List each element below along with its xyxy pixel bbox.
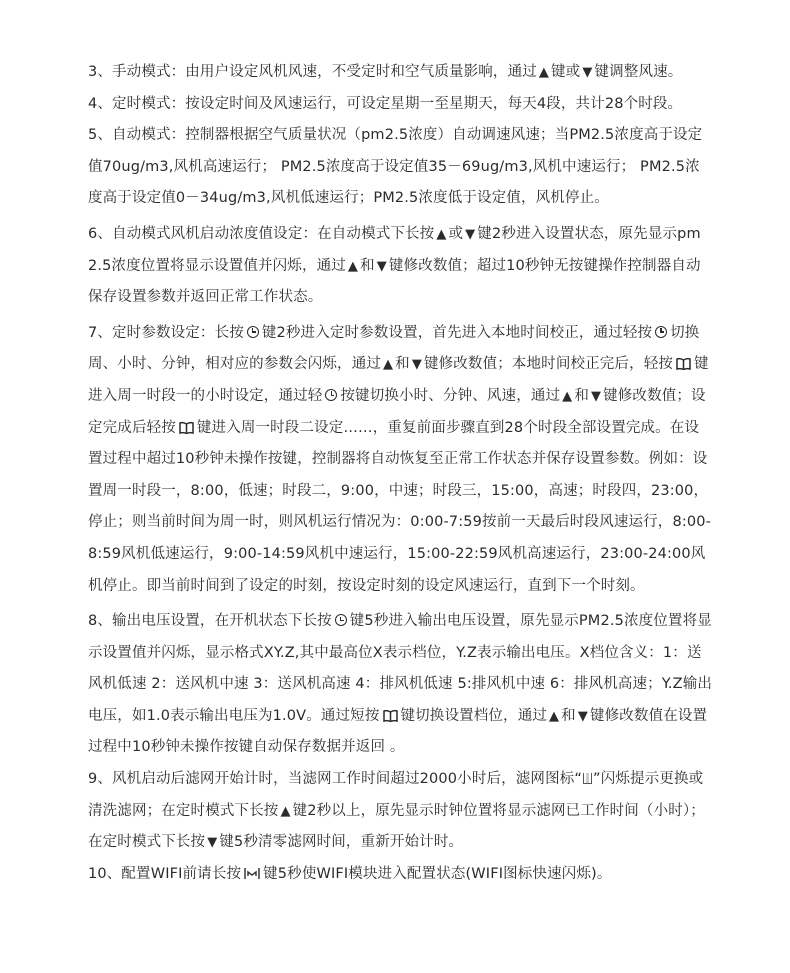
section-10-text-b: 键5秒使WIFI模块进入配置状态(WIFI图标快速闪烁)。 [263, 865, 612, 882]
section-8-text-a: 8、输出电压设置，在开机状态下长按 [88, 613, 332, 630]
section-6-auto-threshold [88, 219, 712, 314]
down-arrow-icon: ▼ [207, 835, 218, 851]
section-9-filter-timer [88, 764, 712, 859]
up-arrow-icon: ▲ [347, 258, 359, 274]
section-9-text-a: 9、风机启动后滤网开始计时，当滤网工作时间超过2000小时后，滤网图标“ [88, 771, 583, 788]
section-7-text-a: 7、定时参数设定：长按 [88, 324, 244, 341]
section-8-text-e: 键修改数值在设置过程中10秒钟未操作按键自动保存数据并返回 。 [88, 707, 708, 756]
section-10-wifi-config [88, 859, 712, 891]
section-3-manual-mode [88, 57, 712, 89]
section-3-text-c: 键调整风速。 [594, 64, 683, 80]
section-7-text-e: 键修改数值；本地时间校正完后，轻按 [423, 356, 674, 373]
section-7-text-j: 键进入周一时段二设定……，重复前面步骤直到28个时段全部设置完成。在设置过程中超过10秒钟未操作按键，控制器将自动恢复至正常工作状态并保存设置参数。例如：设置周一时段一，8:00，低速；时段二，9:00，中速；时段三，15:00，高速；时段四，23:00，停止；则当前时间为周一时，则风机运行情况为：0:00-7:59按前一天最后时段风速运行，8:00-8:59风机低速运行，9:00-14:59风机中速运行，15:00-22:59风机高速运行，23:00-24:00风机停止。即当前时间到了设定的时刻，按设定时刻的设定风速运行，直到下一个时刻。 [88, 419, 711, 594]
section-7-text-b: 键2秒进入定时参数设置，首先进入本地时间校正，通过轻按 [261, 324, 653, 341]
up-arrow-icon: ▲ [562, 388, 573, 404]
down-arrow-icon: ▼ [465, 226, 476, 242]
section-8-text-d: 和 [561, 707, 576, 724]
section-9-text-b: ”闪烁提示更换或清洗滤网；在定时模式下长按 [88, 771, 704, 819]
section-3-text-b: 键或 [551, 64, 581, 80]
section-10-text-a: 10、配置WIFI前请长按 [88, 865, 242, 882]
section-3-text-a: 3、手动模式：由用户设定风机风速，不受定时和空气质量影响，通过 [88, 64, 537, 80]
section-7-text-g: 按键切换小时、分钟、风速，通过 [340, 387, 561, 404]
book-icon [383, 709, 398, 722]
section-7-text-c: 切换周、小时、分钟，相对应的参数会闪烁，通过 [88, 324, 700, 373]
section-7-text-f: 键进入周一时段一的小时设定，通过轻 [88, 356, 709, 404]
section-7-text-h: 和 [574, 387, 589, 404]
up-arrow-icon: ▲ [538, 65, 550, 80]
section-8-text-b: 键5秒进入输出电压设置，原先显示PM2.5浓度位置将显示设置值并闪烁，显示格式XY.Z,其中最高位X表示档位，Y.Z表示输出电压。X档位含义：1：送风机低速 2：送风机中速 3：送风机高速 4：排风机低速 5:排风机中速 6：排风机高速；Y.Z输出电压，如1.0表示输出电压为1.0V。通过短按 [88, 613, 713, 724]
section-6-text-c: 键2秒进入设置状态，原先显示pm2.5浓度位置将显示设置值并闪烁，通过 [88, 225, 701, 274]
section-6-text-d: 和 [360, 257, 375, 274]
down-arrow-icon: ▼ [376, 258, 387, 274]
manual-page [88, 57, 712, 890]
section-9-text-d: 键5秒清零滤网时间，重新开始计时。 [219, 834, 464, 851]
book-icon [179, 421, 194, 434]
section-5-auto-mode: 5、自动模式：控制器根据空气质量状况（pm2.5浓度）自动调速风速；当PM2.5浓度高于设定值70ug/m3,风机高速运行； PM2.5浓度高于设定值35－69ug/m3,风机中速运行； PM2.5浓度高于设定值0－34ug/m3,风机低速运行；PM2.5浓度低于设定值，风机停止。 [88, 127, 703, 207]
down-arrow-icon: ▼ [577, 708, 588, 724]
section-7-text-i: 键修改数值；设定完成后轻按 [88, 387, 706, 436]
up-arrow-icon: ▲ [383, 357, 394, 373]
section-7-text-d: 和 [395, 356, 410, 373]
section-8-output-voltage [88, 606, 712, 764]
section-4-timer-mode: 4、定时模式：按设定时间及风速运行，可设定星期一至星期天，每天4段，共计28个时段。 [88, 95, 683, 112]
clock-icon [325, 389, 337, 401]
section-8-text-c: 键切换设置档位，通过 [400, 707, 547, 724]
down-arrow-icon: ▼ [582, 65, 593, 80]
filter-icon [583, 773, 592, 784]
section-9-text-c: 键2秒以上，原先显示时钟位置将显示滤网已工作时间（小时）；在定时模式下长按 [88, 802, 705, 851]
down-arrow-icon: ▼ [411, 357, 422, 373]
clock-icon [335, 614, 347, 626]
section-6-text-e: 键修改数值；超过10秒钟无按键操作控制器自动保存设置参数并返回正常工作状态。 [88, 257, 701, 306]
up-arrow-icon: ▲ [436, 226, 447, 242]
clock-icon [655, 326, 667, 338]
up-arrow-icon: ▲ [280, 803, 291, 819]
section-6-text-b: 或 [448, 225, 464, 242]
book-icon [676, 357, 691, 370]
section-6-text-a: 6、自动模式风机启动浓度值设定：在自动模式下长按 [88, 225, 435, 242]
wifi-icon [244, 867, 260, 880]
up-arrow-icon: ▲ [549, 708, 560, 724]
section-7-timer-params [88, 318, 712, 602]
down-arrow-icon: ▼ [590, 388, 602, 404]
clock-icon [247, 326, 259, 338]
